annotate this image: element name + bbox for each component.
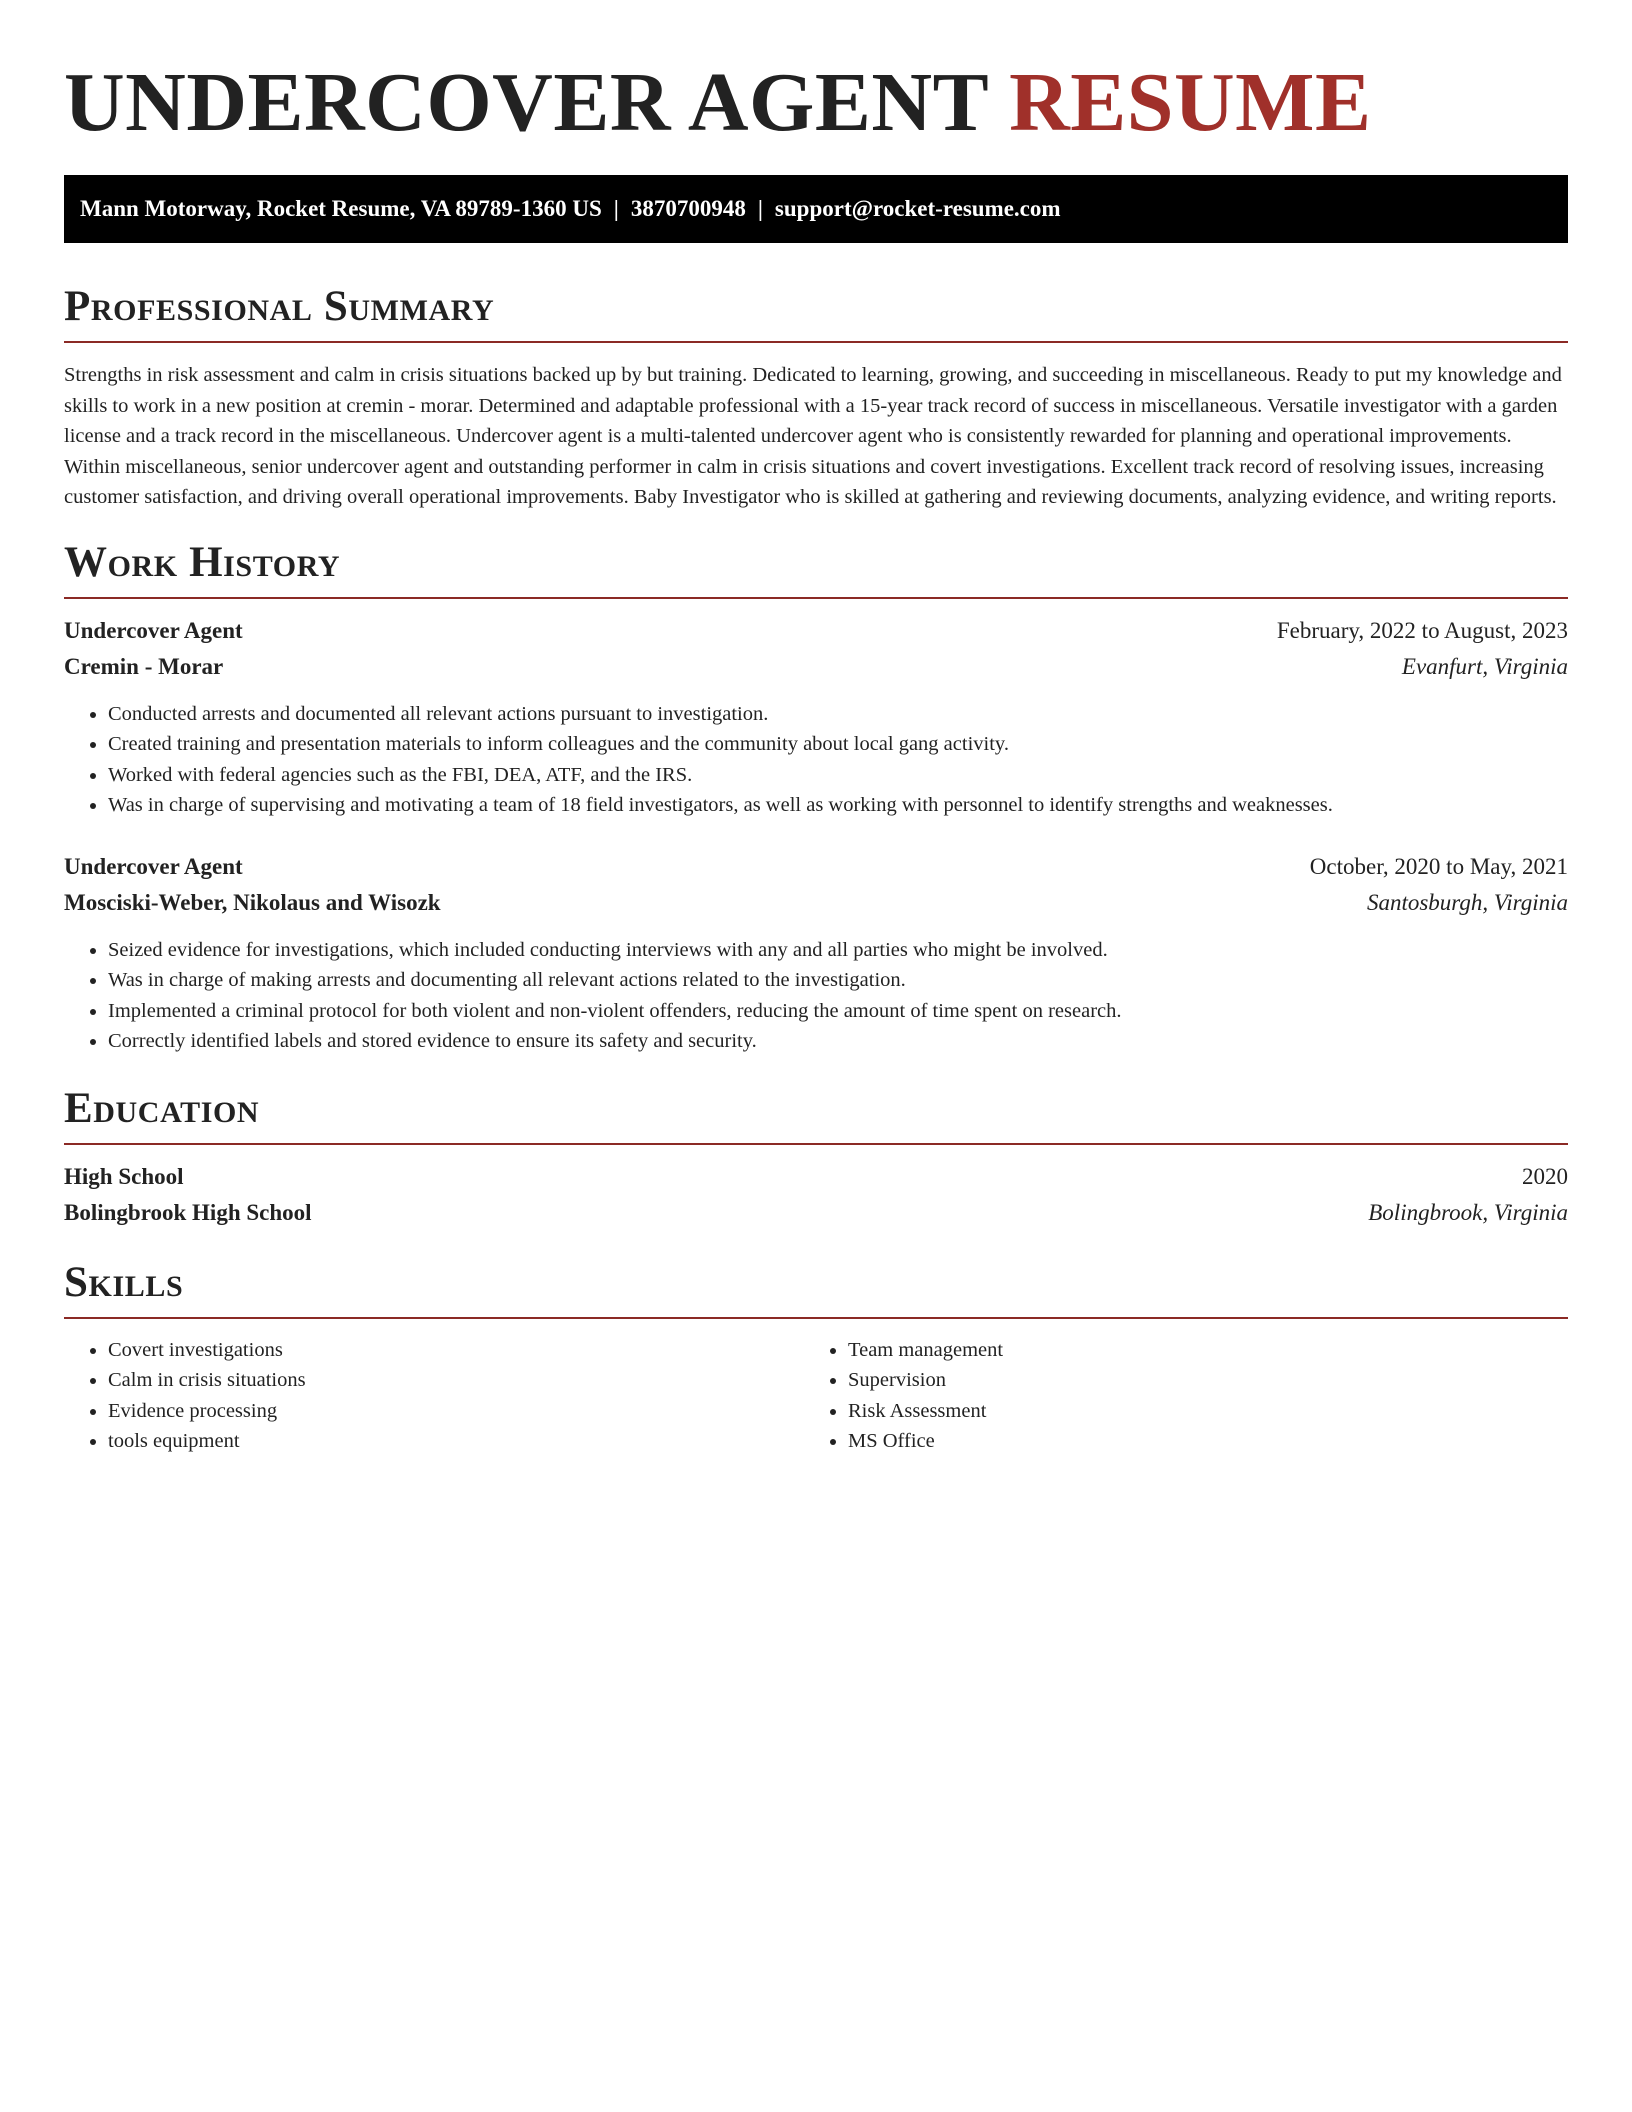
job-bullets bbox=[64, 935, 1568, 1057]
skill-item: • tools equipment bbox=[108, 1426, 804, 1457]
contact-email: support@rocket-resume.com bbox=[774, 196, 1061, 221]
summary-heading: Professional Summary bbox=[64, 283, 495, 330]
skills-list-right bbox=[804, 1335, 1544, 1457]
education-school: Bolingbrook High School bbox=[64, 1199, 312, 1225]
list-item: • Created training and presentation materials to inform colleagues and the community about local gang activity. bbox=[108, 729, 1568, 760]
job-header-row bbox=[64, 849, 1568, 885]
list-item: • Seized evidence for investigations, which included conducting interviews with any and all parties who might be involved. bbox=[108, 935, 1568, 966]
job-dates: February, 2022 to August, 2023 bbox=[1276, 617, 1568, 643]
summary-text: Strengths in risk assessment and calm in crisis situations backed up by but training. Dedicated to learning, growing, and succeeding in miscellaneous. Ready to put my knowledge and skills to work in a new position at cremin - morar. Determined and adaptable professional with a 15-year track record of success in miscellaneous. Versatile investigator with a garden license and a track record in the miscellaneous. Undercover agent is a multi-talented undercover agent who is consistently rewarded for planning and operational improvements. Within miscellaneous, senior undercover agent and outstanding performer in calm in crisis situations and covert investigations. Excellent track record of resolving issues, increasing customer satisfaction, and driving overall operational improvements. Baby Investigator who is skilled at gathering and reviewing documents, analyzing evidence, and writing reports. bbox=[64, 364, 1562, 509]
job-company: Cremin - Morar bbox=[64, 653, 224, 679]
contact-bar bbox=[64, 175, 1568, 243]
list-item: • Correctly identified labels and stored evidence to ensure its safety and security. bbox=[108, 1026, 1568, 1057]
section-divider bbox=[64, 341, 1568, 343]
skills-list-left bbox=[64, 1335, 804, 1457]
work-history-heading: Work History bbox=[64, 538, 341, 586]
job-company: Mosciski-Weber, Nikolaus and Wisozk bbox=[64, 889, 441, 915]
skills-grid bbox=[64, 1335, 1568, 1457]
skills-heading: Skills bbox=[64, 1258, 184, 1306]
job-company-row bbox=[64, 885, 1568, 921]
skill-item: • MS Office bbox=[848, 1426, 1544, 1457]
education-section bbox=[64, 1083, 1568, 1231]
contact-phone: 3870700948 bbox=[630, 196, 746, 221]
job-dates: October, 2020 to May, 2021 bbox=[1309, 853, 1568, 879]
skill-item: • Team management bbox=[848, 1335, 1544, 1366]
job-entry bbox=[64, 613, 1568, 821]
contact-separator: | bbox=[757, 196, 763, 221]
list-item: • Was in charge of supervising and motivating a team of 18 field investigators, as well as working with personnel to identify strengths and weaknesses. bbox=[108, 790, 1568, 821]
education-year: 2020 bbox=[1522, 1163, 1568, 1189]
education-heading: Education bbox=[64, 1084, 260, 1132]
education-school-row bbox=[64, 1195, 1568, 1231]
list-item: • Was in charge of making arrests and documenting all relevant actions related to the investigation. bbox=[108, 965, 1568, 996]
skill-item: • Risk Assessment bbox=[848, 1396, 1544, 1427]
section-divider bbox=[64, 1317, 1568, 1319]
list-item: • Implemented a criminal protocol for both violent and non-violent offenders, reducing the amount of time spent on research. bbox=[108, 996, 1568, 1027]
skill-item: • Evidence processing bbox=[108, 1396, 804, 1427]
skills-section bbox=[64, 1257, 1568, 1457]
contact-separator: | bbox=[613, 196, 619, 221]
list-item: • Worked with federal agencies such as the FBI, DEA, ATF, and the IRS. bbox=[108, 760, 1568, 791]
title-main: UNDERCOVER AGENT bbox=[64, 56, 988, 149]
job-title: Undercover Agent bbox=[64, 853, 243, 879]
job-location: Evanfurt, Virginia bbox=[1401, 653, 1568, 679]
job-company-row bbox=[64, 649, 1568, 685]
education-degree: High School bbox=[64, 1163, 184, 1189]
job-bullets bbox=[64, 699, 1568, 821]
summary-section bbox=[64, 281, 1568, 513]
job-entry bbox=[64, 849, 1568, 1057]
contact-address: Mann Motorway, Rocket Resume, VA 89789-1360 US bbox=[80, 196, 602, 221]
education-header-row bbox=[64, 1159, 1568, 1195]
job-location: Santosburgh, Virginia bbox=[1366, 889, 1568, 915]
section-divider bbox=[64, 1143, 1568, 1145]
list-item: • Conducted arrests and documented all relevant actions pursuant to investigation. bbox=[108, 699, 1568, 730]
section-divider bbox=[64, 597, 1568, 599]
title-accent: RESUME bbox=[1009, 56, 1372, 149]
education-location: Bolingbrook, Virginia bbox=[1368, 1199, 1568, 1225]
skill-item: • Calm in crisis situations bbox=[108, 1365, 804, 1396]
education-entry bbox=[64, 1159, 1568, 1231]
resume-title bbox=[64, 50, 1568, 156]
work-history-section bbox=[64, 537, 1568, 1057]
job-title: Undercover Agent bbox=[64, 617, 243, 643]
skill-item: • Supervision bbox=[848, 1365, 1544, 1396]
job-header-row bbox=[64, 613, 1568, 649]
skill-item: • Covert investigations bbox=[108, 1335, 804, 1366]
